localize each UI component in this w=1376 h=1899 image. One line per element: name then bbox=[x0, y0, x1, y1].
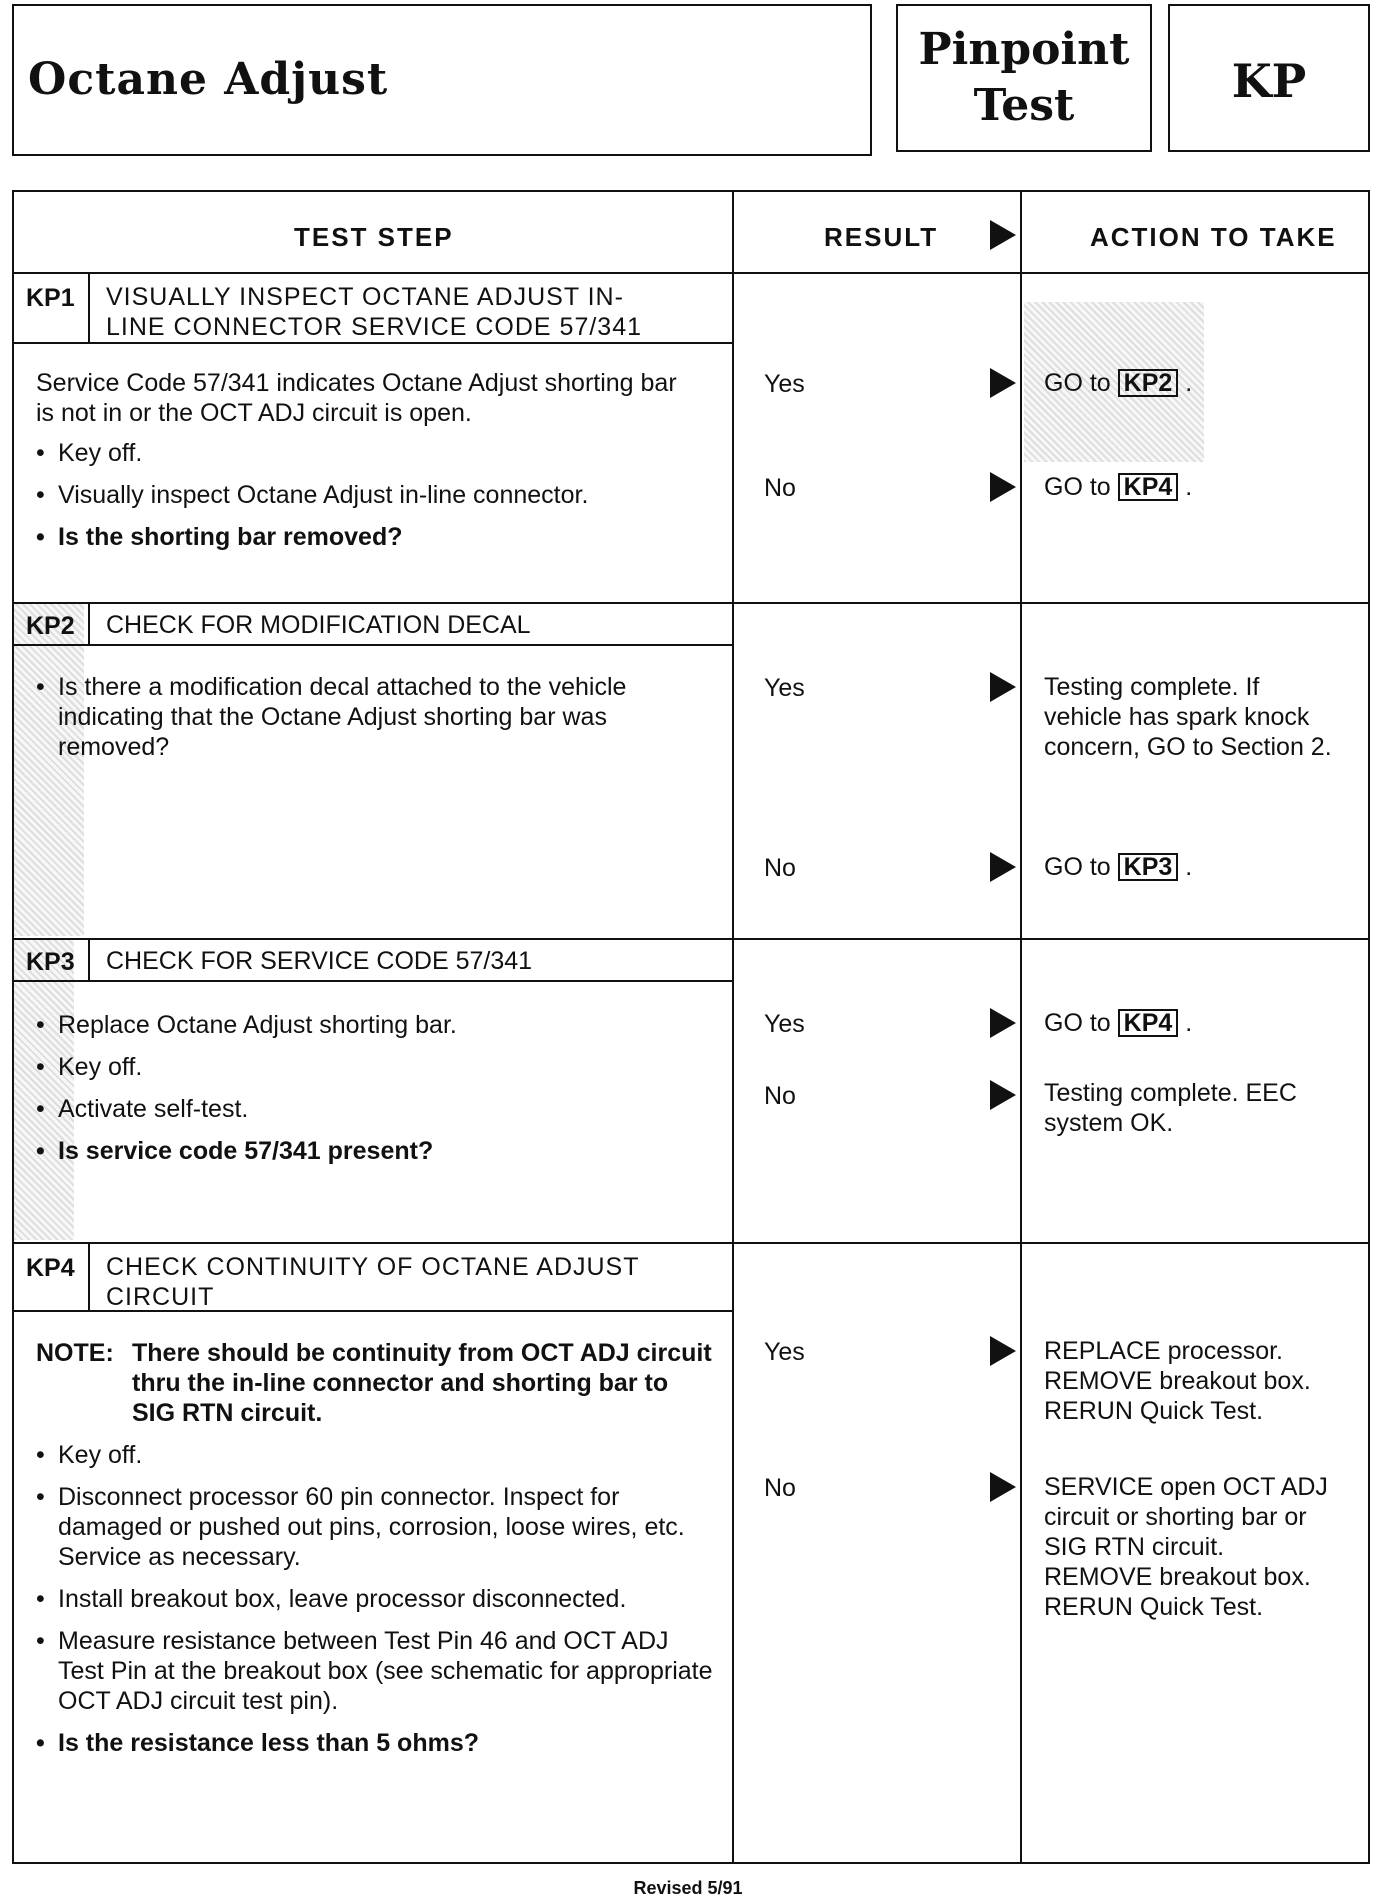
step-code-kp4: KP4 bbox=[26, 1254, 75, 1282]
action-kp3-yes bbox=[1044, 1008, 1192, 1038]
step-body-kp1 bbox=[36, 368, 696, 564]
step-reference: KP3 bbox=[1118, 853, 1179, 881]
action-line: REMOVE breakout box. bbox=[1044, 1563, 1311, 1591]
divider bbox=[14, 272, 1368, 274]
step-title-line: CHECK CONTINUITY OF OCTANE ADJUST bbox=[106, 1253, 640, 1281]
divider bbox=[88, 1242, 90, 1310]
result-yes: Yes bbox=[764, 1010, 805, 1038]
action-kp1-yes bbox=[1044, 368, 1192, 398]
step-question: • Is the shorting bar removed? bbox=[36, 522, 696, 552]
action-kp2-no bbox=[1044, 852, 1192, 882]
note-label: NOTE: bbox=[36, 1339, 114, 1367]
action-line: RERUN Quick Test. bbox=[1044, 1397, 1264, 1425]
action-line: SERVICE open OCT ADJ circuit or shorting bar or SIG RTN circuit. bbox=[1044, 1473, 1328, 1561]
step-bullet: • Key off. bbox=[36, 438, 696, 468]
step-body-kp4 bbox=[36, 1338, 716, 1770]
step-title-kp1 bbox=[106, 282, 642, 342]
page-title: Octane Adjust bbox=[28, 54, 389, 105]
divider bbox=[1020, 192, 1022, 1862]
result-no: No bbox=[764, 1082, 796, 1110]
pinpoint-table bbox=[12, 190, 1370, 1864]
action-header: ACTION TO TAKE bbox=[1090, 222, 1337, 252]
divider bbox=[14, 602, 1368, 604]
arrow-icon bbox=[990, 472, 1016, 502]
result-yes: Yes bbox=[764, 1338, 805, 1366]
step-bullet: • Key off. bbox=[36, 1052, 696, 1082]
step-bullet: • Disconnect processor 60 pin connector. Inspect for damaged or pushed out pins, corrosion, loose wires, etc. Service as necessary. bbox=[36, 1482, 716, 1572]
arrow-icon bbox=[990, 1472, 1016, 1502]
arrow-icon bbox=[990, 368, 1016, 398]
step-intro: Service Code 57/341 indicates Octane Adjust shorting bar is not in or the OCT ADJ circuit is open. bbox=[36, 369, 677, 427]
result-yes: Yes bbox=[764, 674, 805, 702]
step-title-kp2: CHECK FOR MODIFICATION DECAL bbox=[106, 611, 531, 639]
result-no: No bbox=[764, 474, 796, 502]
action-text: GO to bbox=[1044, 853, 1111, 881]
step-bullet: • Replace Octane Adjust shorting bar. bbox=[36, 1010, 696, 1040]
divider bbox=[14, 938, 1368, 940]
action-line: REMOVE breakout box. bbox=[1044, 1367, 1311, 1395]
step-code-kp3: KP3 bbox=[26, 948, 75, 976]
note-text: There should be continuity from OCT ADJ circuit thru the in-line connector and shorting bar to SIG RTN circuit. bbox=[132, 1339, 712, 1427]
divider bbox=[88, 272, 90, 342]
revision-note: Revised 5/91 bbox=[633, 1878, 743, 1898]
divider bbox=[88, 602, 90, 644]
pinpoint-line2: Test bbox=[973, 80, 1075, 131]
result-no: No bbox=[764, 1474, 796, 1502]
action-text: . bbox=[1185, 473, 1193, 501]
action-line: REPLACE processor. bbox=[1044, 1337, 1283, 1365]
step-title-line: LINE CONNECTOR SERVICE CODE 57/341 bbox=[106, 313, 643, 341]
divider bbox=[732, 192, 734, 1862]
test-code: KP bbox=[1231, 54, 1307, 108]
divider bbox=[14, 644, 732, 646]
step-code-kp2: KP2 bbox=[26, 612, 75, 640]
divider bbox=[14, 342, 732, 344]
step-body-kp2 bbox=[36, 672, 696, 774]
arrow-icon bbox=[990, 672, 1016, 702]
step-title-line: VISUALLY INSPECT OCTANE ADJUST IN- bbox=[106, 283, 624, 311]
step-title-kp4 bbox=[106, 1252, 640, 1312]
step-reference: KP2 bbox=[1118, 369, 1179, 397]
title-box bbox=[12, 4, 872, 156]
step-code-kp1: KP1 bbox=[26, 284, 75, 312]
pinpoint-test-label bbox=[898, 6, 1150, 134]
arrow-icon bbox=[990, 852, 1016, 882]
action-line: RERUN Quick Test. bbox=[1044, 1593, 1264, 1621]
action-text: . bbox=[1185, 853, 1193, 881]
result-yes: Yes bbox=[764, 370, 805, 398]
step-bullet: • Is there a modification decal attached to the vehicle indicating that the Octane Adjust shorting bar was removed? bbox=[36, 672, 696, 762]
step-bullet: • Visually inspect Octane Adjust in-line connector. bbox=[36, 480, 696, 510]
result-header: RESULT bbox=[824, 222, 939, 252]
step-title-line: CIRCUIT bbox=[106, 1283, 215, 1311]
step-bullet: • Install breakout box, leave processor disconnected. bbox=[36, 1584, 716, 1614]
action-text: GO to bbox=[1044, 369, 1111, 397]
action-kp3-no: Testing complete. EEC system OK. bbox=[1044, 1079, 1297, 1137]
step-body-kp3 bbox=[36, 1010, 696, 1178]
pinpoint-test-box bbox=[896, 4, 1152, 152]
action-kp4-yes bbox=[1044, 1336, 1354, 1426]
step-question: • Is service code 57/341 present? bbox=[36, 1136, 696, 1166]
divider bbox=[14, 980, 732, 982]
action-text: . bbox=[1185, 369, 1193, 397]
action-kp1-no bbox=[1044, 472, 1192, 502]
divider bbox=[88, 938, 90, 980]
step-title-kp3: CHECK FOR SERVICE CODE 57/341 bbox=[106, 947, 533, 975]
step-question: • Is the resistance less than 5 ohms? bbox=[36, 1728, 716, 1758]
action-text: GO to bbox=[1044, 473, 1111, 501]
step-reference: KP4 bbox=[1118, 1009, 1179, 1037]
note bbox=[36, 1338, 716, 1428]
step-bullet: • Activate self-test. bbox=[36, 1094, 696, 1124]
arrow-icon bbox=[990, 1008, 1016, 1038]
action-text: . bbox=[1185, 1009, 1193, 1037]
action-kp4-no bbox=[1044, 1472, 1354, 1622]
arrow-icon bbox=[990, 1080, 1016, 1110]
divider bbox=[14, 1242, 1368, 1244]
step-bullet: • Key off. bbox=[36, 1440, 716, 1470]
step-bullet: • Measure resistance between Test Pin 46 and OCT ADJ Test Pin at the breakout box (see schematic for appropriate OCT ADJ circuit test pin). bbox=[36, 1626, 716, 1716]
arrow-icon bbox=[990, 1336, 1016, 1366]
step-reference: KP4 bbox=[1118, 473, 1179, 501]
test-step-header: TEST STEP bbox=[294, 222, 454, 252]
result-no: No bbox=[764, 854, 796, 882]
test-code-box bbox=[1168, 4, 1370, 152]
arrow-icon bbox=[990, 220, 1016, 250]
action-kp2-yes: Testing complete. If vehicle has spark knock concern, GO to Section 2. bbox=[1044, 673, 1332, 761]
pinpoint-line1: Pinpoint bbox=[918, 24, 1130, 75]
action-text: GO to bbox=[1044, 1009, 1111, 1037]
